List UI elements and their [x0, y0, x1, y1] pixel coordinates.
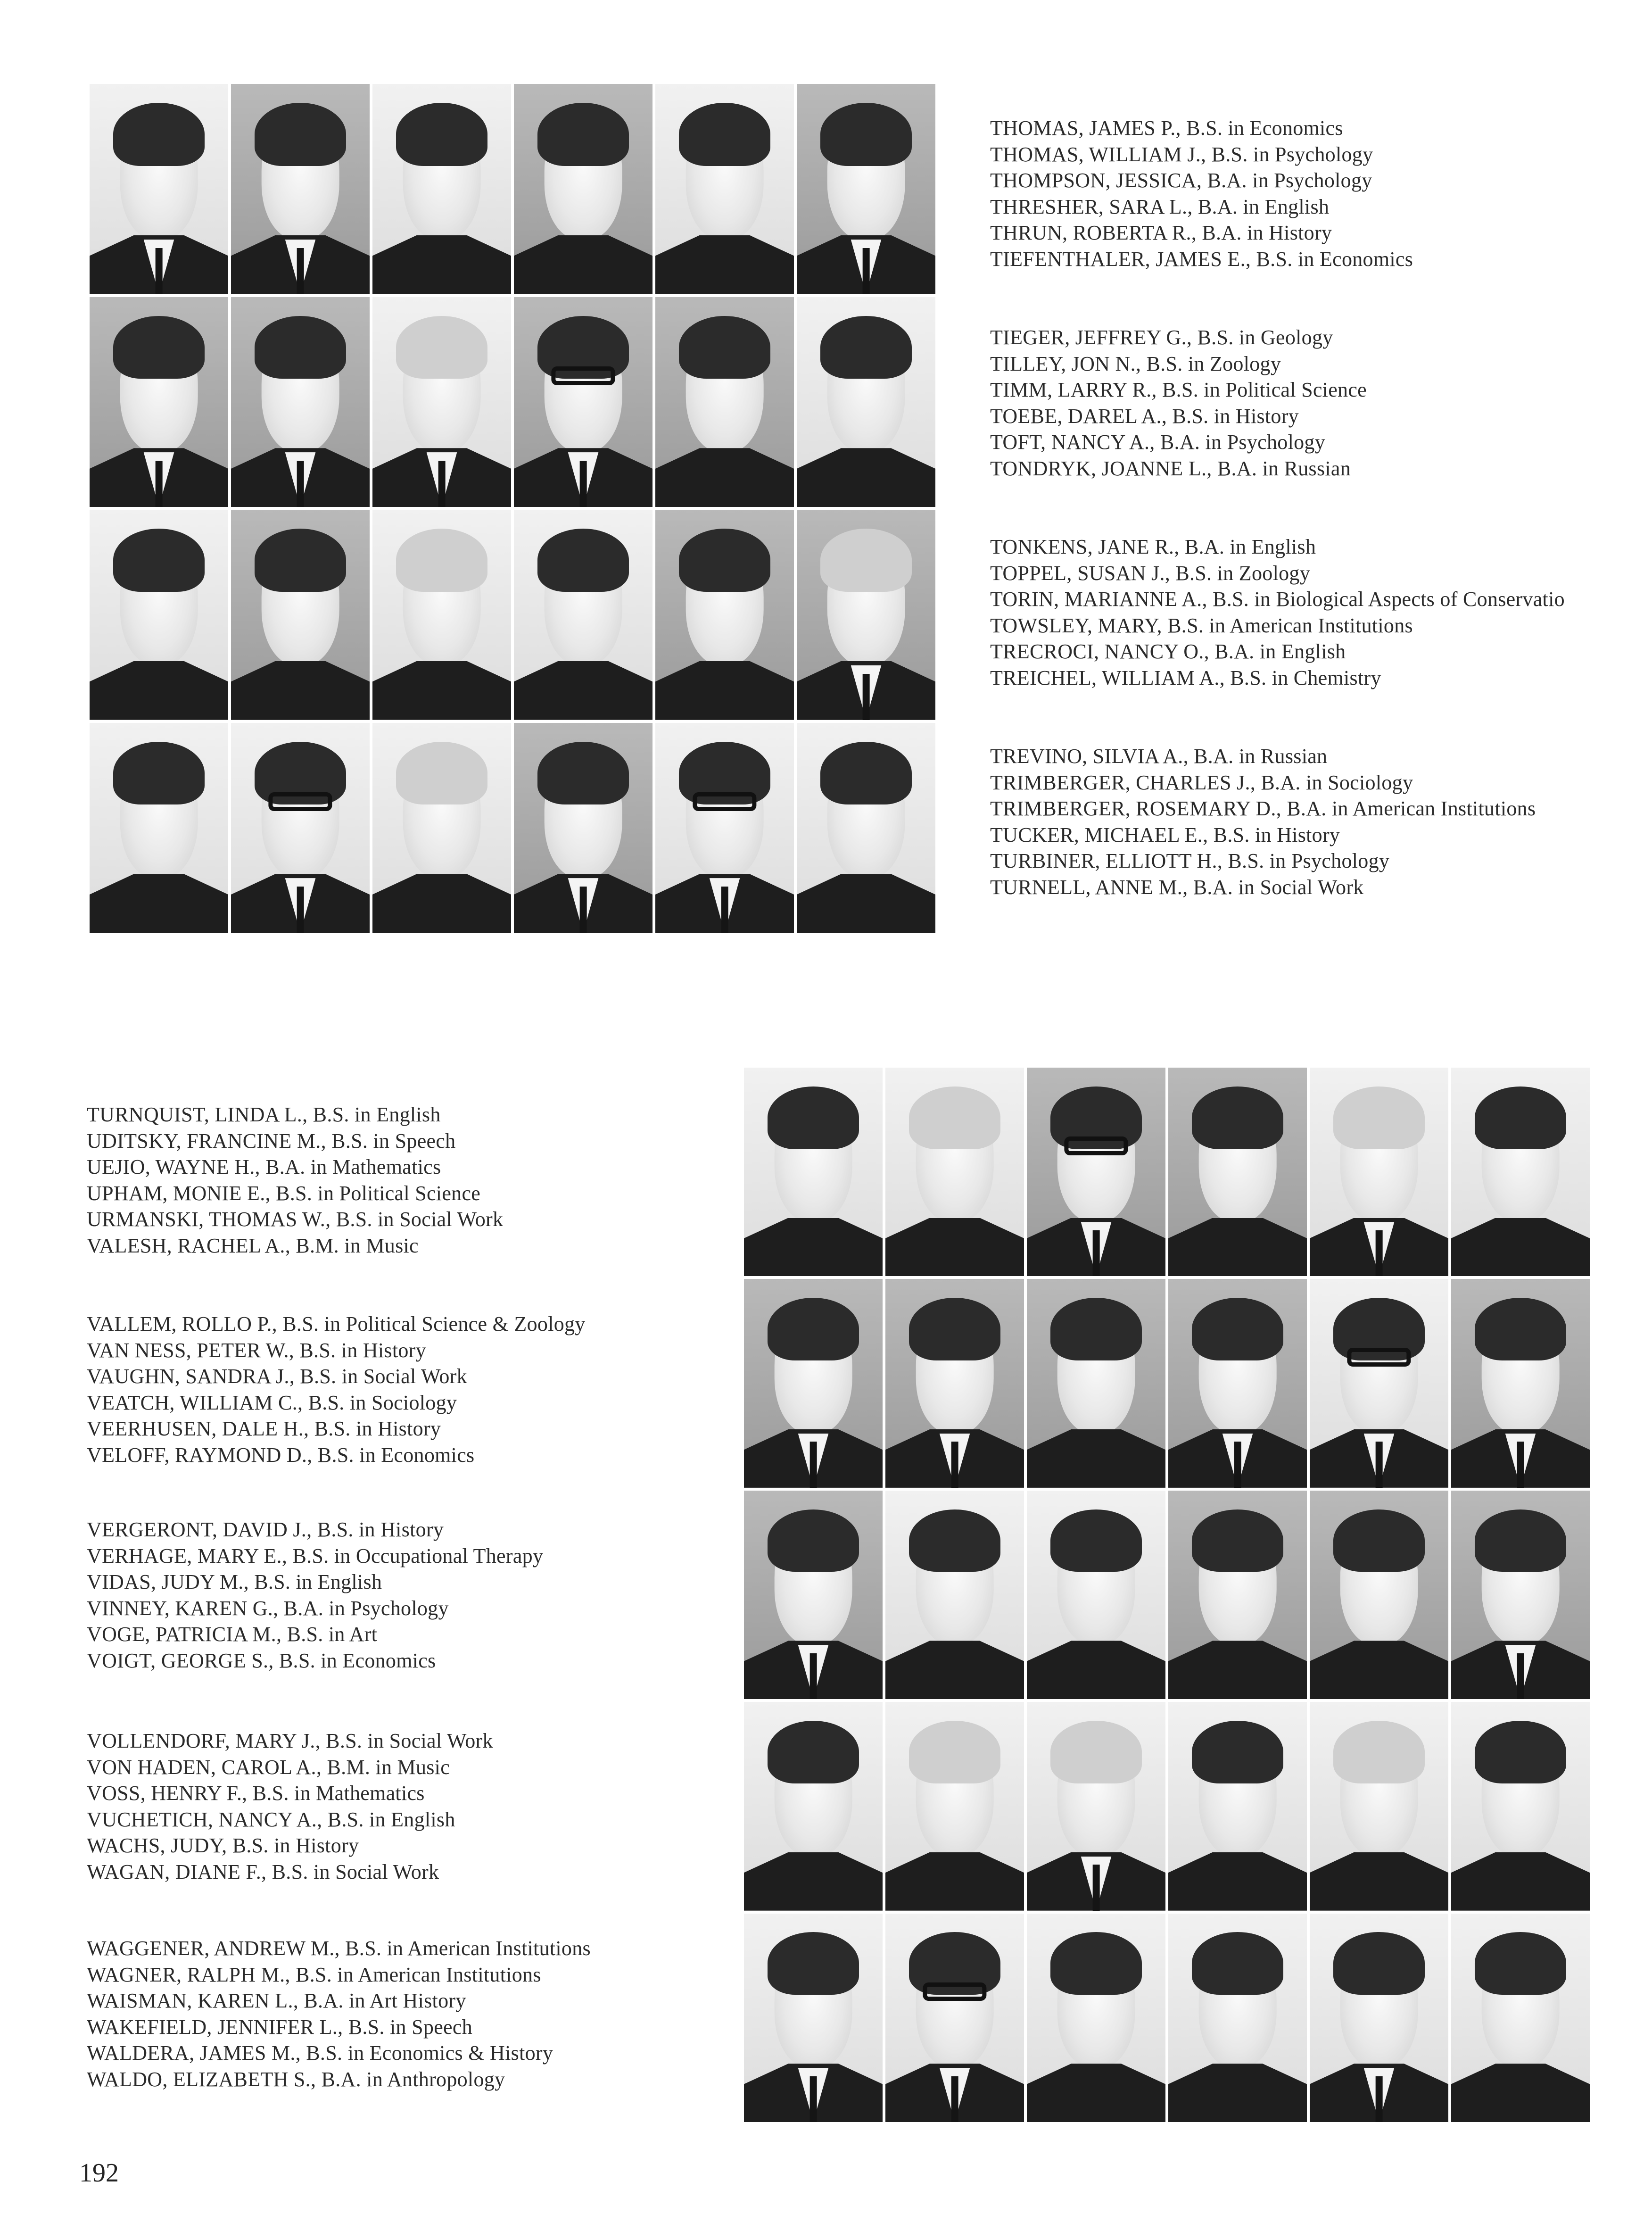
- student-name-entry: URMANSKI, THOMAS W., B.S. in Social Work: [87, 1208, 504, 1231]
- student-name-entry: VOGE, PATRICIA M., B.S. in Art: [87, 1623, 378, 1646]
- portrait-photo: [231, 510, 370, 720]
- student-name-entry: UDITSKY, FRANCINE M., B.S. in Speech: [87, 1129, 456, 1153]
- portrait-photo: [514, 84, 653, 294]
- student-name-entry: TURNELL, ANNE M., B.A. in Social Work: [990, 875, 1364, 899]
- portrait-photo: [885, 1702, 1024, 1910]
- portrait-photo: [655, 723, 794, 933]
- portrait-photo: [744, 1068, 883, 1276]
- portrait-photo: [1310, 1914, 1448, 2122]
- name-list-top-row-4: [990, 743, 1536, 901]
- portrait-photo: [90, 297, 228, 507]
- portrait-photo: [514, 723, 653, 933]
- portrait-photo: [1310, 1279, 1448, 1487]
- student-name-entry: WAGGENER, ANDREW M., B.S. in American Institutions: [87, 1937, 591, 1960]
- student-name-entry: VALLEM, ROLLO P., B.S. in Political Science & Zoology: [87, 1312, 586, 1335]
- student-name-entry: TIMM, LARRY R., B.S. in Political Science: [990, 378, 1367, 402]
- portrait-photo: [1310, 1491, 1448, 1699]
- student-name-entry: TURBINER, ELLIOTT H., B.S. in Psychology: [990, 849, 1390, 873]
- portrait-photo: [90, 723, 228, 933]
- portrait-photo: [90, 510, 228, 720]
- bottom-portrait-grid: [744, 1068, 1590, 2122]
- student-name-entry: TOWSLEY, MARY, B.S. in American Institutions: [990, 614, 1413, 637]
- portrait-photo: [885, 1914, 1024, 2122]
- name-list-bottom-row-3: [87, 1517, 543, 1674]
- portrait-photo: [1451, 1702, 1590, 1910]
- student-name-entry: VOLLENDORF, MARY J., B.S. in Social Work: [87, 1729, 493, 1752]
- student-name-entry: THRESHER, SARA L., B.A. in English: [990, 195, 1330, 218]
- student-name-entry: UEJIO, WAYNE H., B.A. in Mathematics: [87, 1155, 441, 1179]
- portrait-photo: [744, 1279, 883, 1487]
- student-name-entry: TILLEY, JON N., B.S. in Zoology: [990, 352, 1281, 375]
- student-name-entry: TOFT, NANCY A., B.A. in Psychology: [990, 431, 1325, 454]
- student-name-entry: VINNEY, KAREN G., B.A. in Psychology: [87, 1596, 449, 1620]
- name-list-top-row-2: [990, 324, 1367, 482]
- portrait-photo: [1168, 1279, 1307, 1487]
- student-name-entry: TUCKER, MICHAEL E., B.S. in History: [990, 823, 1340, 846]
- portrait-photo: [1451, 1914, 1590, 2122]
- student-name-entry: WAISMAN, KAREN L., B.A. in Art History: [87, 1989, 466, 2013]
- student-name-entry: VELOFF, RAYMOND D., B.S. in Economics: [87, 1443, 475, 1467]
- student-name-entry: VON HADEN, CAROL A., B.M. in Music: [87, 1755, 450, 1779]
- portrait-photo: [1027, 1914, 1165, 2122]
- portrait-photo: [1027, 1702, 1165, 1910]
- portrait-photo: [885, 1279, 1024, 1487]
- portrait-photo: [885, 1068, 1024, 1276]
- student-name-entry: THOMAS, WILLIAM J., B.S. in Psychology: [990, 142, 1373, 166]
- student-name-entry: WAKEFIELD, JENNIFER L., B.S. in Speech: [87, 2015, 473, 2039]
- portrait-photo: [744, 1491, 883, 1699]
- top-portrait-grid: [90, 84, 935, 933]
- portrait-photo: [231, 723, 370, 933]
- portrait-photo: [1451, 1491, 1590, 1699]
- portrait-photo: [231, 84, 370, 294]
- student-name-entry: UPHAM, MONIE E., B.S. in Political Science: [87, 1181, 481, 1205]
- student-name-entry: TONDRYK, JOANNE L., B.A. in Russian: [990, 456, 1351, 480]
- student-name-entry: VEATCH, WILLIAM C., B.S. in Sociology: [87, 1391, 457, 1414]
- portrait-photo: [885, 1491, 1024, 1699]
- student-name-entry: TRIMBERGER, CHARLES J., B.A. in Sociology: [990, 771, 1413, 794]
- portrait-photo: [655, 84, 794, 294]
- name-list-bottom-row-1: [87, 1102, 503, 1259]
- student-name-entry: VIDAS, JUDY M., B.S. in English: [87, 1570, 382, 1594]
- portrait-photo: [1168, 1491, 1307, 1699]
- name-list-bottom-row-4: [87, 1728, 493, 1885]
- student-name-entry: TRIMBERGER, ROSEMARY D., B.A. in American Institutions: [990, 797, 1536, 821]
- student-name-entry: TOPPEL, SUSAN J., B.S. in Zoology: [990, 561, 1310, 585]
- student-name-entry: TIEGER, JEFFREY G., B.S. in Geology: [990, 326, 1333, 349]
- student-name-entry: TURNQUIST, LINDA L., B.S. in English: [87, 1103, 441, 1126]
- student-name-entry: TRECROCI, NANCY O., B.A. in English: [990, 640, 1346, 663]
- student-name-entry: WALDERA, JAMES M., B.S. in Economics & History: [87, 2041, 553, 2065]
- student-name-entry: THOMAS, JAMES P., B.S. in Economics: [990, 116, 1343, 140]
- student-name-entry: VAN NESS, PETER W., B.S. in History: [87, 1338, 426, 1362]
- portrait-photo: [1027, 1279, 1165, 1487]
- portrait-photo: [655, 510, 794, 720]
- name-list-top-row-1: [990, 115, 1413, 273]
- portrait-photo: [744, 1914, 883, 2122]
- student-name-entry: VEERHUSEN, DALE H., B.S. in History: [87, 1417, 441, 1441]
- student-name-entry: VAUGHN, SANDRA J., B.S. in Social Work: [87, 1365, 467, 1388]
- portrait-photo: [231, 297, 370, 507]
- student-name-entry: TORIN, MARIANNE A., B.S. in Biological Aspects of Conservatio: [990, 588, 1565, 611]
- student-name-entry: THRUN, ROBERTA R., B.A. in History: [990, 221, 1332, 245]
- portrait-photo: [1027, 1491, 1165, 1699]
- name-list-top-row-3: [990, 534, 1565, 691]
- student-name-entry: WALDO, ELIZABETH S., B.A. in Anthropology: [87, 2067, 505, 2091]
- student-name-entry: TREICHEL, WILLIAM A., B.S. in Chemistry: [990, 666, 1381, 689]
- portrait-photo: [1027, 1068, 1165, 1276]
- portrait-photo: [1310, 1702, 1448, 1910]
- student-name-entry: VERGERONT, DAVID J., B.S. in History: [87, 1518, 444, 1541]
- student-name-entry: VOIGT, GEORGE S., B.S. in Economics: [87, 1649, 436, 1672]
- portrait-photo: [797, 297, 935, 507]
- portrait-photo: [1168, 1068, 1307, 1276]
- portrait-photo: [372, 297, 511, 507]
- portrait-photo: [90, 84, 228, 294]
- portrait-photo: [372, 723, 511, 933]
- portrait-photo: [1168, 1702, 1307, 1910]
- portrait-photo: [372, 510, 511, 720]
- portrait-photo: [1451, 1279, 1590, 1487]
- student-name-entry: WACHS, JUDY, B.S. in History: [87, 1834, 359, 1858]
- portrait-photo: [797, 510, 935, 720]
- name-list-bottom-row-5: [87, 1935, 591, 2093]
- student-name-entry: THOMPSON, JESSICA, B.A. in Psychology: [990, 169, 1372, 192]
- portrait-photo: [744, 1702, 883, 1910]
- portrait-photo: [514, 510, 653, 720]
- student-name-entry: VERHAGE, MARY E., B.S. in Occupational Therapy: [87, 1544, 544, 1567]
- portrait-photo: [1451, 1068, 1590, 1276]
- portrait-photo: [655, 297, 794, 507]
- student-name-entry: WAGAN, DIANE F., B.S. in Social Work: [87, 1860, 439, 1883]
- portrait-photo: [797, 84, 935, 294]
- student-name-entry: TREVINO, SILVIA A., B.A. in Russian: [990, 745, 1328, 768]
- name-list-bottom-row-2: [87, 1311, 586, 1468]
- student-name-entry: VOSS, HENRY F., B.S. in Mathematics: [87, 1782, 425, 1805]
- portrait-photo: [797, 723, 935, 933]
- page-number: 192: [79, 2158, 119, 2188]
- portrait-photo: [1310, 1068, 1448, 1276]
- portrait-photo: [372, 84, 511, 294]
- student-name-entry: WAGNER, RALPH M., B.S. in American Institutions: [87, 1963, 541, 1986]
- student-name-entry: TONKENS, JANE R., B.A. in English: [990, 535, 1316, 558]
- student-name-entry: VALESH, RACHEL A., B.M. in Music: [87, 1234, 419, 1257]
- student-name-entry: TIEFENTHALER, JAMES E., B.S. in Economics: [990, 247, 1413, 271]
- student-name-entry: VUCHETICH, NANCY A., B.S. in English: [87, 1808, 455, 1831]
- portrait-photo: [514, 297, 653, 507]
- student-name-entry: TOEBE, DAREL A., B.S. in History: [990, 404, 1299, 428]
- portrait-photo: [1168, 1914, 1307, 2122]
